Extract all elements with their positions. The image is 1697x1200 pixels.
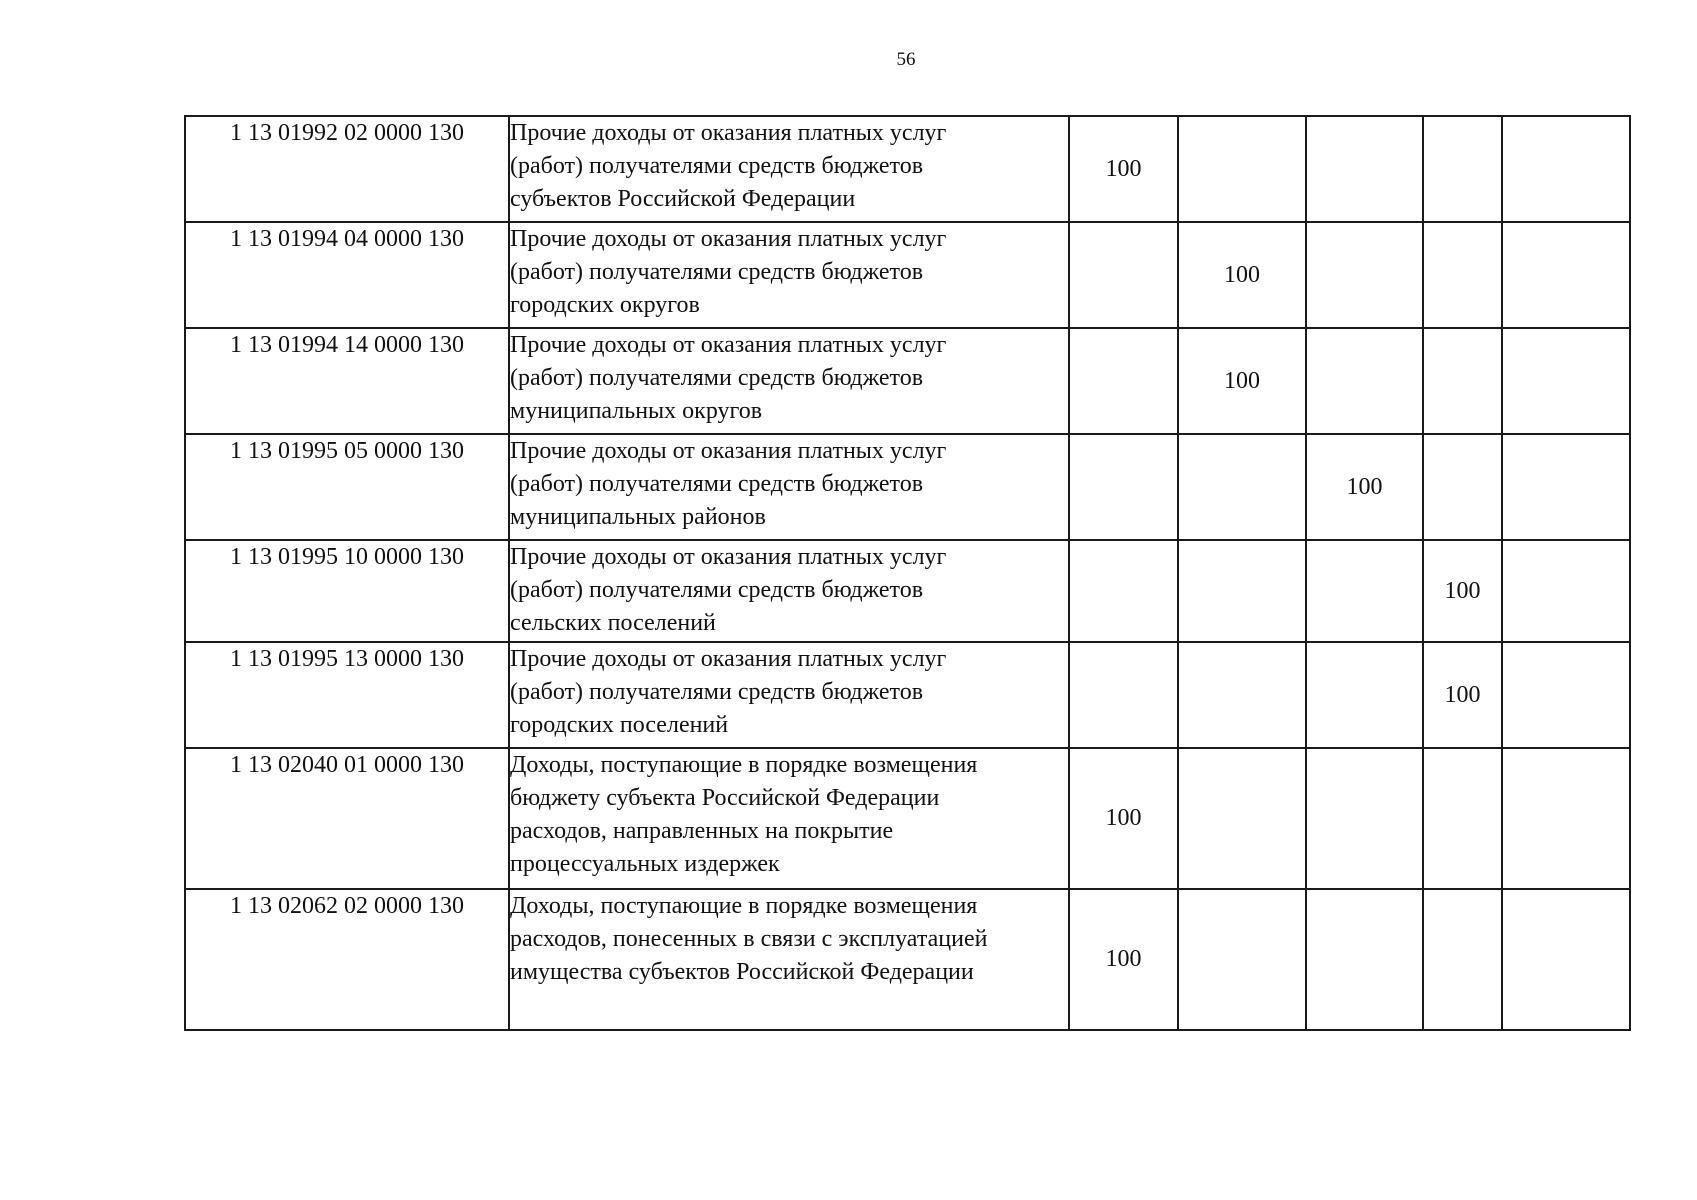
percentage-cell <box>1178 889 1306 1030</box>
revenue-code-cell: 1 13 01995 10 0000 130 <box>185 540 509 642</box>
percentage-cell: 100 <box>1069 116 1178 222</box>
revenue-description-cell <box>509 116 1069 222</box>
percentage-cell <box>1306 889 1423 1030</box>
revenue-code-cell: 1 13 02040 01 0000 130 <box>185 748 509 889</box>
description-line: (работ) получателями средств бюджетов <box>510 259 924 285</box>
table-row <box>185 748 1630 889</box>
description-line: Доходы, поступающие в порядке возмещения <box>510 752 978 778</box>
description-line: (работ) получателями средств бюджетов <box>510 679 924 705</box>
revenue-code-cell: 1 13 01992 02 0000 130 <box>185 116 509 222</box>
table-row <box>185 116 1630 222</box>
percentage-cell <box>1502 748 1630 889</box>
description-line: субъектов Российской Федерации <box>510 186 856 212</box>
percentage-cell <box>1306 222 1423 328</box>
percentage-cell <box>1178 748 1306 889</box>
percentage-cell <box>1502 889 1630 1030</box>
description-line: бюджету субъекта Российской Федерации <box>510 785 940 811</box>
revenue-description-cell <box>509 328 1069 434</box>
description-line: муниципальных районов <box>510 504 766 530</box>
description-line: Прочие доходы от оказания платных услуг <box>510 438 947 464</box>
percentage-cell <box>1178 116 1306 222</box>
percentage-cell <box>1069 642 1178 748</box>
revenue-description-cell <box>509 748 1069 889</box>
description-line: Прочие доходы от оказания платных услуг <box>510 544 947 570</box>
description-line: городских поселений <box>510 712 729 738</box>
revenue-code-cell: 1 13 01994 14 0000 130 <box>185 328 509 434</box>
revenue-code-cell: 1 13 02062 02 0000 130 <box>185 889 509 1030</box>
table-row <box>185 222 1630 328</box>
percentage-cell <box>1306 328 1423 434</box>
percentage-cell <box>1306 748 1423 889</box>
percentage-cell <box>1502 540 1630 642</box>
table-row <box>185 642 1630 748</box>
percentage-cell: 100 <box>1069 748 1178 889</box>
percentage-cell <box>1502 434 1630 540</box>
percentage-cell <box>1502 642 1630 748</box>
percentage-cell <box>1178 642 1306 748</box>
percentage-cell <box>1423 889 1502 1030</box>
description-line: (работ) получателями средств бюджетов <box>510 153 924 179</box>
revenue-code-cell: 1 13 01995 13 0000 130 <box>185 642 509 748</box>
percentage-cell <box>1069 434 1178 540</box>
percentage-cell <box>1423 434 1502 540</box>
description-line: процессуальных издержек <box>510 851 780 877</box>
description-line: (работ) получателями средств бюджетов <box>510 577 924 603</box>
table-row <box>185 434 1630 540</box>
page-number: 56 <box>896 49 916 70</box>
revenue-description-cell <box>509 642 1069 748</box>
percentage-cell <box>1502 222 1630 328</box>
percentage-cell <box>1423 116 1502 222</box>
description-line: сельских поселений <box>510 610 716 636</box>
description-line: расходов, направленных на покрытие <box>510 818 894 844</box>
percentage-cell <box>1069 328 1178 434</box>
percentage-cell: 100 <box>1306 434 1423 540</box>
description-line: Прочие доходы от оказания платных услуг <box>510 646 947 672</box>
description-line: муниципальных округов <box>510 398 763 424</box>
description-line: (работ) получателями средств бюджетов <box>510 471 924 497</box>
percentage-cell <box>1502 116 1630 222</box>
description-line: расходов, понесенных в связи с эксплуатацией <box>510 926 988 952</box>
percentage-cell <box>1069 540 1178 642</box>
table-row <box>185 540 1630 642</box>
description-line: (работ) получателями средств бюджетов <box>510 365 924 391</box>
percentage-cell <box>1069 222 1178 328</box>
percentage-cell <box>1178 540 1306 642</box>
table-row <box>185 328 1630 434</box>
percentage-cell <box>1502 328 1630 434</box>
table-body <box>185 116 1630 1030</box>
percentage-cell <box>1306 642 1423 748</box>
percentage-cell <box>1423 222 1502 328</box>
revenue-description-cell <box>509 222 1069 328</box>
revenue-code-cell: 1 13 01995 05 0000 130 <box>185 434 509 540</box>
description-line: Доходы, поступающие в порядке возмещения <box>510 893 978 919</box>
description-line: имущества субъектов Российской Федерации <box>510 959 974 985</box>
percentage-cell: 100 <box>1423 540 1502 642</box>
description-line: Прочие доходы от оказания платных услуг <box>510 332 947 358</box>
percentage-cell: 100 <box>1178 328 1306 434</box>
description-line: Прочие доходы от оказания платных услуг <box>510 226 947 252</box>
percentage-cell <box>1306 116 1423 222</box>
description-line: городских округов <box>510 292 700 318</box>
percentage-cell <box>1423 748 1502 889</box>
table-row <box>185 889 1630 1030</box>
revenue-code-cell: 1 13 01994 04 0000 130 <box>185 222 509 328</box>
percentage-cell <box>1423 328 1502 434</box>
revenue-description-cell <box>509 540 1069 642</box>
percentage-cell: 100 <box>1069 889 1178 1030</box>
percentage-cell: 100 <box>1423 642 1502 748</box>
revenue-description-cell <box>509 434 1069 540</box>
revenue-distribution-table <box>184 115 1631 1031</box>
revenue-description-cell <box>509 889 1069 1030</box>
percentage-cell: 100 <box>1178 222 1306 328</box>
description-line: Прочие доходы от оказания платных услуг <box>510 120 947 146</box>
percentage-cell <box>1178 434 1306 540</box>
percentage-cell <box>1306 540 1423 642</box>
